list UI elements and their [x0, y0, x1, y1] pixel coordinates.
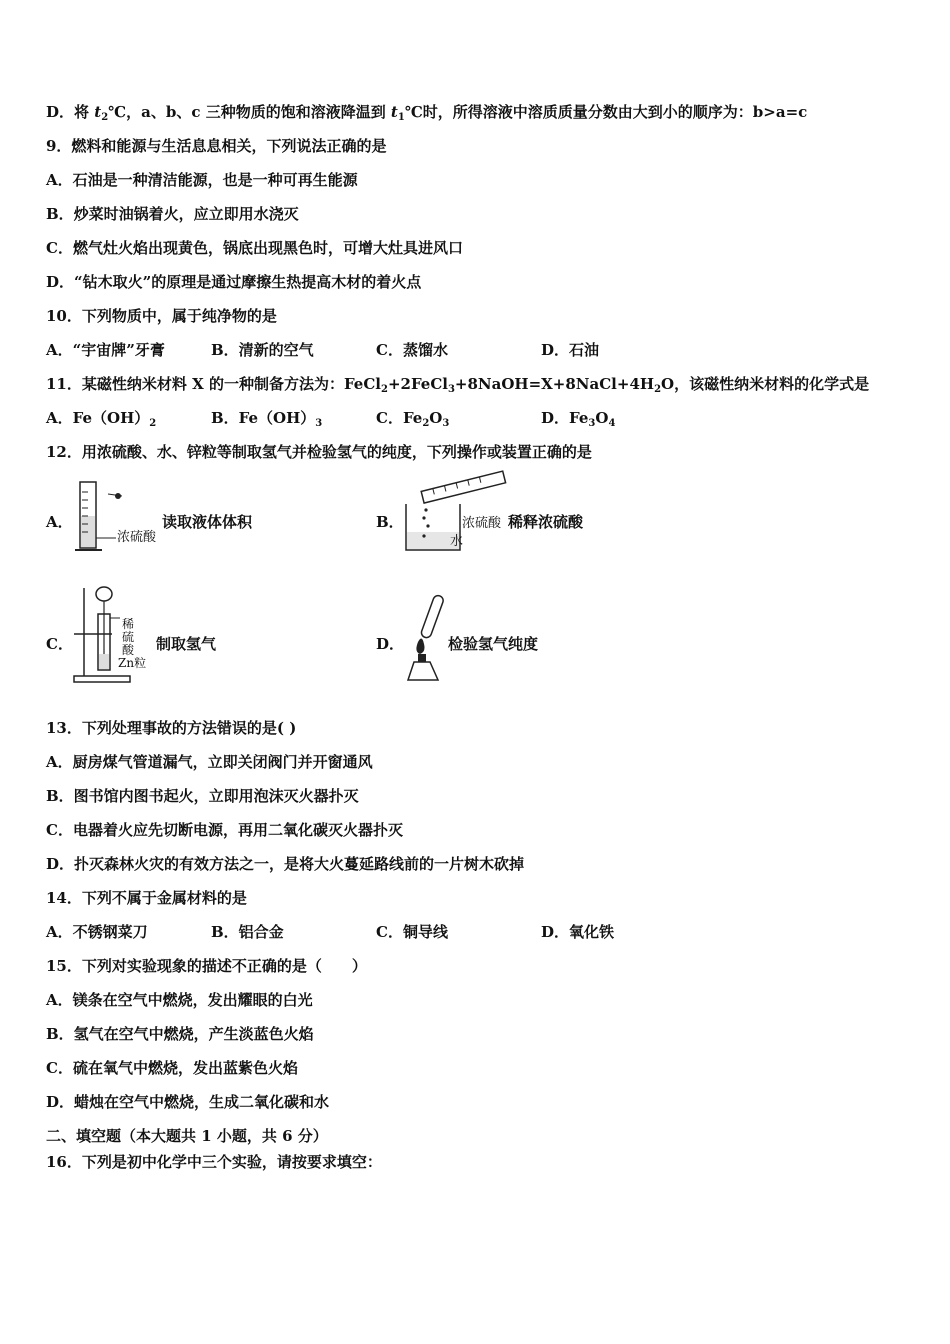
q11-option-a: A．$Fe(OH)_2$ [46, 409, 157, 429]
q12-stem: 12．用浓硫酸、水、锌粒等制取氢气并检验氢气的纯度，下列操作或装置正确的是 [46, 443, 592, 461]
graduated-cylinder-figure [72, 476, 162, 554]
figure-label-concentrated-acid-b: 浓硫酸 [462, 516, 502, 531]
section-title: 二、填空题（本大题共 1 小题，共 6 分） [46, 1127, 328, 1145]
q9-option-c: C．燃气灶火焰出现黄色，锅底出现黑色时，可增大灶具进风口 [46, 239, 463, 257]
q10-option-a: A．“宇宙牌”牙膏 [46, 341, 165, 359]
q16-stem: 16．下列是初中化学中三个实验，请按要求填空： [46, 1153, 382, 1171]
q9-stem: 9．燃料和能源与生活息息相关，下列说法正确的是 [46, 137, 387, 155]
q13-option-a: A．厨房煤气管道漏气，立即关闭阀门并开窗通风 [46, 753, 373, 771]
q10-option-d: D．石油 [541, 341, 600, 359]
q12-option-c-caption: 制取氢气 [156, 635, 217, 653]
q15-option-a: A．镁条在空气中燃烧，发出耀眼的白光 [46, 991, 313, 1009]
q12-option-b-caption: 稀释浓硫酸 [508, 513, 584, 531]
q15-option-b: B．氢气在空气中燃烧，产生淡蓝色火焰 [46, 1025, 314, 1043]
q9-option-a: A．石油是一种清洁能源，也是一种可再生能源 [46, 171, 358, 189]
q10-option-b: B．清新的空气 [211, 341, 314, 359]
q8-option-d: D．将 $t_2℃$，a、b、c 三种物质的饱和溶液降温到 $t_1℃$时，所得溶液中溶质质量分数由大到小的顺序为：b>a=c [46, 103, 808, 123]
figure-label-concentrated-acid: 浓硫酸 [117, 530, 157, 545]
q11-option-b: B．$Fe(OH)_3$ [211, 409, 323, 429]
q14-stem: 14．下列不属于金属材料的是 [46, 889, 247, 907]
q10-option-c: C．蒸馏水 [376, 341, 448, 359]
figure-label-water: 水 [450, 534, 464, 549]
q12-option-a-caption: 读取液体体积 [162, 513, 253, 531]
figure-label-zinc: Zn粒 [118, 656, 147, 670]
q12-option-a-letter: A． [46, 513, 73, 531]
q13-option-c: C．电器着火应先切断电源，再用二氧化碳灭火器扑灭 [46, 821, 403, 839]
q11-option-c: C．$Fe_2O_3$ [376, 409, 450, 429]
q9-option-d: D．“钻木取火”的原理是通过摩擦生热提高木材的着火点 [46, 273, 422, 291]
q10-stem: 10．下列物质中，属于纯净物的是 [46, 307, 277, 325]
q15-stem: 15．下列对实验现象的描述不正确的是（ ） [46, 957, 367, 975]
q9-option-b: B．炒菜时油锅着火，应立即用水浇灭 [46, 205, 299, 223]
q13-stem: 13．下列处理事故的方法错误的是( ) [46, 719, 297, 737]
q14-option-a: A．不锈钢菜刀 [46, 923, 148, 941]
figure-label-acid: 酸 [122, 643, 135, 657]
q13-option-b: B．图书馆内图书起火，立即用泡沫灭火器扑灭 [46, 787, 359, 805]
q12-option-c-letter: C． [46, 635, 73, 653]
acid-dilution-figure [400, 470, 510, 556]
q12-option-b-letter: B． [376, 513, 404, 531]
q15-option-c: C．硫在氧气中燃烧，发出蓝紫色火焰 [46, 1059, 298, 1077]
q12-option-d-letter: D． [376, 635, 405, 653]
q14-option-c: C．铜导线 [376, 923, 448, 941]
q14-option-d: D．氧化铁 [541, 923, 615, 941]
q13-option-d: D．扑灭森林火灾的有效方法之一，是将大火蔓延路线前的一片树木砍掉 [46, 855, 525, 873]
hydrogen-generator-figure [72, 580, 154, 686]
q12-option-d-caption: 检验氢气纯度 [448, 635, 539, 653]
figure-label-sulfuric: 硫 [122, 630, 135, 644]
q11-option-d: D．$Fe_3O_4$ [541, 409, 616, 429]
hydrogen-purity-test-figure [400, 590, 450, 686]
q11-stem: 11．某磁性纳米材料 X 的一种制备方法为：$FeCl_2+2FeCl_3+8NaOH=X+8NaCl+4H_2O$，该磁性纳米材料的化学式是 [46, 375, 870, 395]
figure-label-dilute: 稀 [122, 617, 135, 631]
q15-option-d: D．蜡烛在空气中燃烧，生成二氧化碳和水 [46, 1093, 330, 1111]
q14-option-b: B．铝合金 [211, 923, 284, 941]
